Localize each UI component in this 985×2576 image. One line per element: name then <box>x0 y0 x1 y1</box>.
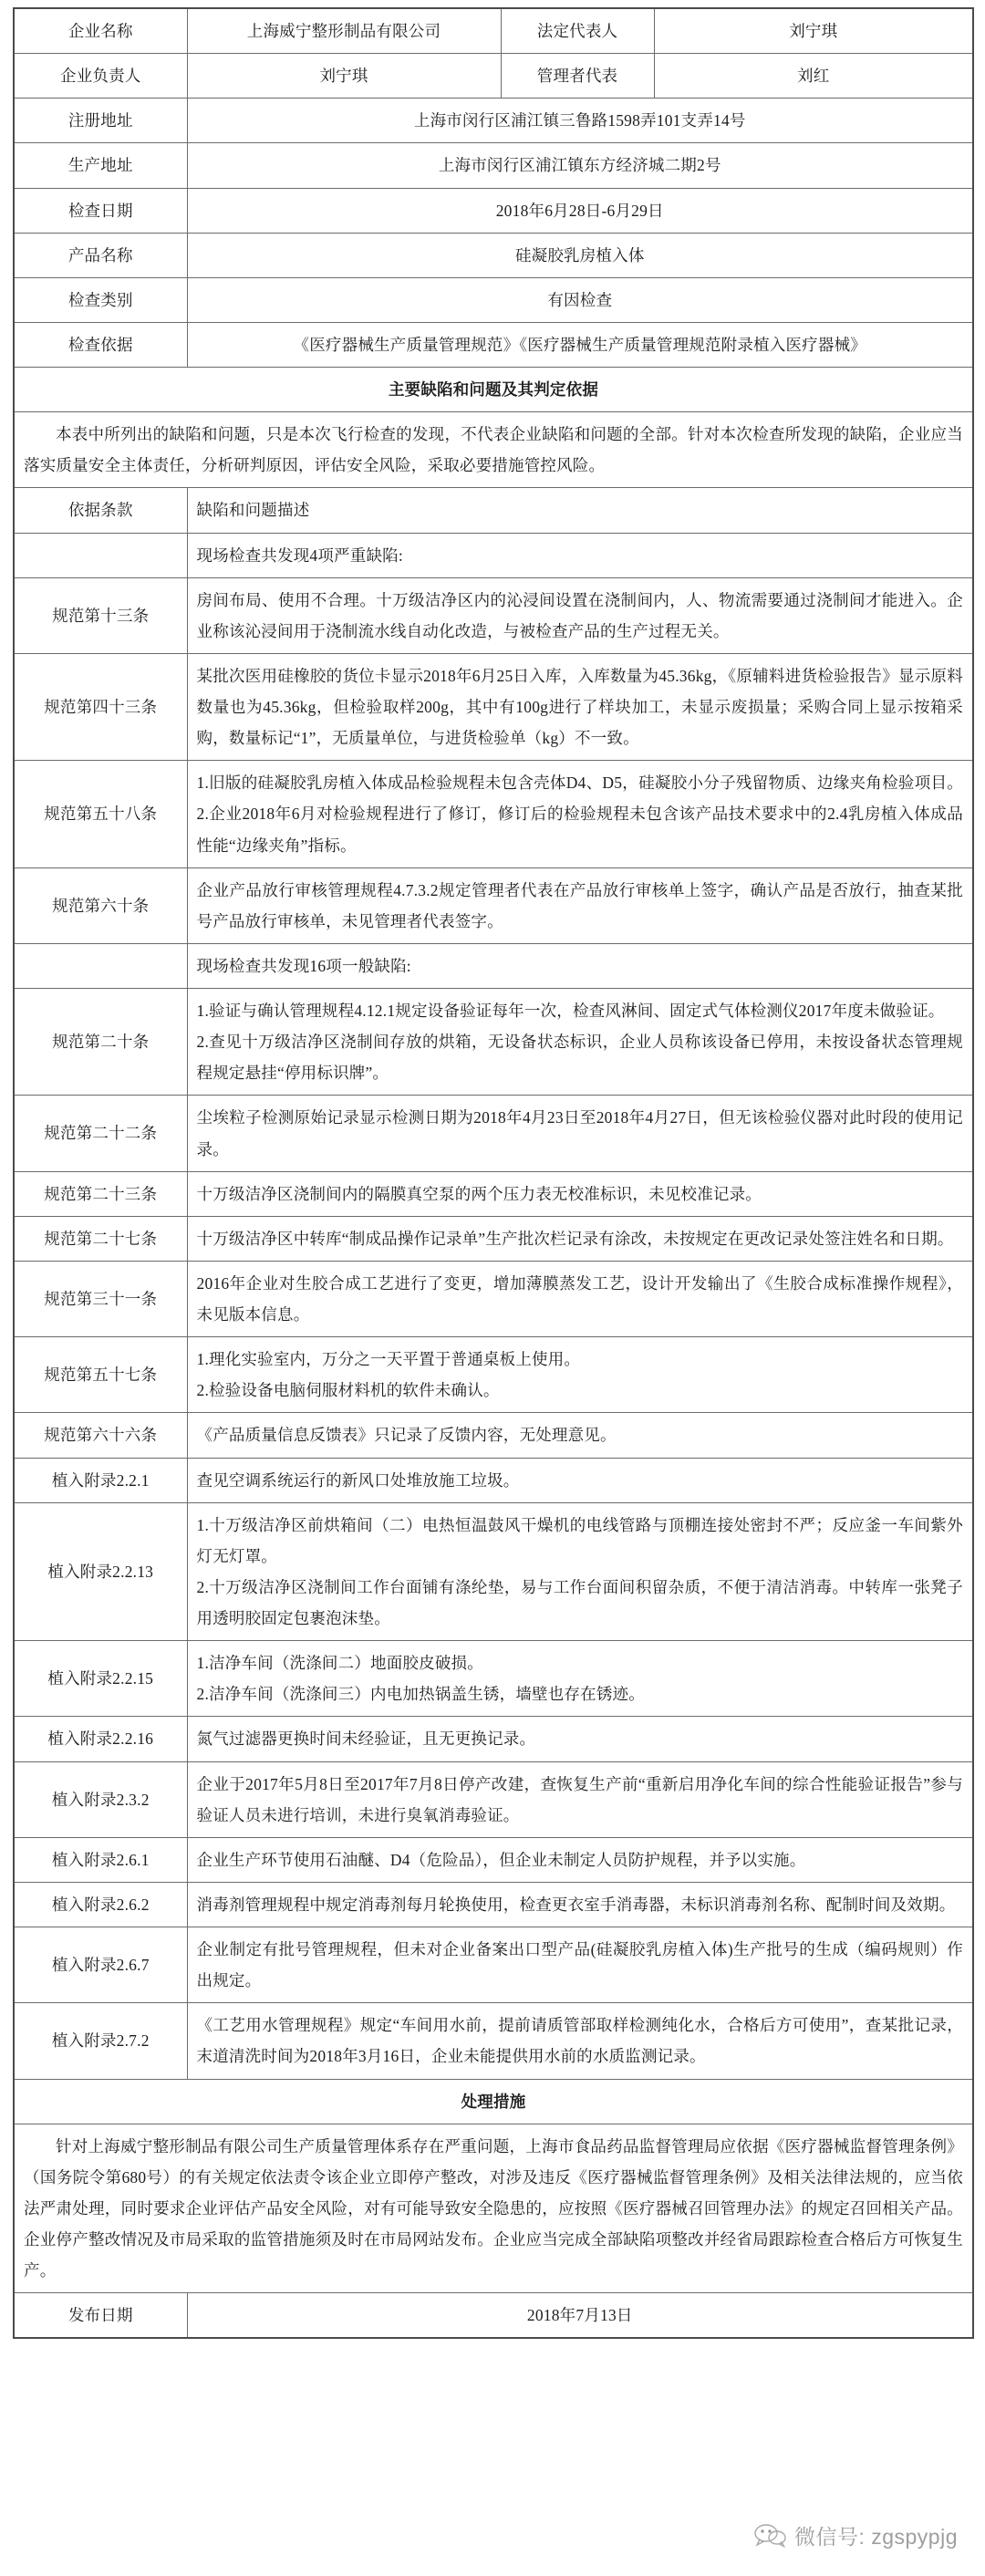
table-row <box>14 1837 973 1882</box>
clause-ref: 规范第六十条 <box>14 867 187 943</box>
clause-ref: 规范第五十八条 <box>14 761 187 867</box>
clause-ref: 规范第五十七条 <box>14 1337 187 1413</box>
defects-preamble: 本表中所列出的缺陷和问题，只是本次飞行检查的发现，不代表企业缺陷和问题的全部。针对本次检查所发现的缺陷，企业应当落实质量安全主体责任，分析研判原因，评估安全风险，采取必要措施管控风险。 <box>14 412 973 488</box>
clause-ref: 植入附录2.2.1 <box>14 1458 187 1502</box>
clause-ref: 规范第二十七条 <box>14 1216 187 1261</box>
label-inspection-basis: 检查依据 <box>14 322 187 367</box>
general-heading-blank <box>14 943 187 988</box>
table-row <box>14 1927 973 2003</box>
table-row <box>14 1458 973 1502</box>
table-row-inspection-basis <box>14 322 973 367</box>
table-row <box>14 1761 973 1837</box>
defect-line: 尘埃粒子检测原始记录显示检测日期为2018年4月23日至2018年4月27日，但无该检验仪器对此时段的使用记录。 <box>196 1108 963 1158</box>
defect-description <box>187 1413 973 1458</box>
clause-ref: 植入附录2.3.2 <box>14 1761 187 1837</box>
clause-ref: 植入附录2.6.7 <box>14 1927 187 2003</box>
defect-line: 氮气过滤器更换时间未经验证，且无更换记录。 <box>196 1729 536 1749</box>
value-inspection-date: 2018年6月28日-6月29日 <box>187 188 973 233</box>
table-row <box>14 577 973 653</box>
label-inspection-type: 检查类别 <box>14 277 187 322</box>
label-production-address: 生产地址 <box>14 143 187 188</box>
watermark-text: 微信号: zgspypjg <box>793 2525 958 2549</box>
defect-description <box>187 1337 973 1413</box>
defect-description <box>187 1761 973 1837</box>
clause-ref: 植入附录2.2.13 <box>14 1502 187 1641</box>
table-row <box>14 1337 973 1413</box>
column-header-description: 缺陷和问题描述 <box>187 488 973 533</box>
serious-defects-heading: 现场检查共发现4项严重缺陷: <box>187 533 973 577</box>
label-publish-date: 发布日期 <box>14 2293 187 2339</box>
defects-section-title: 主要缺陷和问题及其判定依据 <box>14 368 973 412</box>
value-inspection-basis: 《医疗器械生产质量管理规范》《医疗器械生产质量管理规范附录植入医疗器械》 <box>187 322 973 367</box>
table-row-inspection-date <box>14 188 973 233</box>
clause-ref: 植入附录2.2.16 <box>14 1717 187 1761</box>
label-registered-address: 注册地址 <box>14 99 187 143</box>
defect-line: 十万级洁净区浇制间内的隔膜真空泵的两个压力表无校准标识，未见校准记录。 <box>196 1184 762 1203</box>
clause-ref: 规范第三十一条 <box>14 1261 187 1336</box>
table-row-responsible-person <box>14 54 973 99</box>
table-row <box>14 1717 973 1761</box>
clause-ref: 植入附录2.7.2 <box>14 2003 187 2079</box>
serious-heading-blank <box>14 533 187 577</box>
table-row-publish-date <box>14 2293 973 2339</box>
defect-description <box>187 1837 973 1882</box>
inspection-report-table <box>13 7 974 2339</box>
value-publish-date: 2018年7月13日 <box>187 2293 973 2339</box>
clause-ref: 植入附录2.2.15 <box>14 1641 187 1717</box>
table-row <box>14 1261 973 1336</box>
clause-ref: 规范第六十六条 <box>14 1413 187 1458</box>
value-registered-address: 上海市闵行区浦江镇三鲁路1598弄101支弄14号 <box>187 99 973 143</box>
table-row-registered-address <box>14 99 973 143</box>
table-row <box>14 1502 973 1641</box>
clause-ref: 规范第十三条 <box>14 577 187 653</box>
defect-line: 企业生产环节使用石油醚、D4（危险品），但企业未制定人员防护规程，并予以实施。 <box>196 1850 806 1869</box>
column-header-clause: 依据条款 <box>14 488 187 533</box>
defect-line: 2.十万级洁净区浇制间工作台面铺有涤纶垫，易与工作台面间积留杂质，不便于清洁消毒。中转库一张凳子用透明胶固定包裹泡沫垫。 <box>196 1577 963 1627</box>
measures-section-title: 处理措施 <box>14 2079 973 2124</box>
clause-ref: 规范第二十二条 <box>14 1096 187 1171</box>
defect-line: 企业于2017年5月8日至2017年7月8日停产改建，查恢复生产前“重新启用净化车间的综合性能验证报告”参与验证人员未进行培训，未进行臭氧消毒验证。 <box>196 1774 963 1824</box>
defect-line: 2016年企业对生胶合成工艺进行了变更，增加薄膜蒸发工艺，设计开发输出了《生胶合成标准操作规程》，未见版本信息。 <box>196 1273 963 1324</box>
label-management-representative: 管理者代表 <box>501 54 654 99</box>
defect-line: 1.十万级洁净区前烘箱间（二）电热恒温鼓风干燥机的电线管路与顶棚连接处密封不严；反应釜一车间紫外灯无灯罩。 <box>196 1515 963 1565</box>
defect-description <box>187 1717 973 1761</box>
table-row-measures-title <box>14 2079 973 2124</box>
table-row-measures-text <box>14 2124 973 2293</box>
table-row <box>14 1216 973 1261</box>
defect-description <box>187 1216 973 1261</box>
table-row <box>14 1171 973 1216</box>
defect-description <box>187 2003 973 2079</box>
table-row-defects-preamble <box>14 412 973 488</box>
defect-description: 企业产品放行审核管理规程4.7.3.2规定管理者代表在产品放行审核单上签字，确认产品是否放行，抽查某批号产品放行审核单，未见管理者代表签字。 <box>187 867 973 943</box>
table-row <box>14 1096 973 1171</box>
label-responsible-person: 企业负责人 <box>14 54 187 99</box>
clause-ref: 植入附录2.6.1 <box>14 1837 187 1882</box>
defect-line: 2.洁净车间（洗涤间三）内电加热锅盖生锈，墙壁也存在锈迹。 <box>196 1685 645 1704</box>
table-row <box>14 761 973 867</box>
defect-description <box>187 1882 973 1927</box>
table-row-serious-heading <box>14 533 973 577</box>
defect-line: 1.理化实验室内，万分之一天平置于普通桌板上使用。 <box>196 1350 581 1369</box>
measures-text: 针对上海威宁整形制品有限公司生产质量管理体系存在严重问题，上海市食品药品监督管理局应依据《医疗器械监督管理条例》（国务院令第680号）的有关规定依法责令该企业立即停产整改，对涉及违反《医疗器械监督管理条例》及相关法律法规的，应当依法严肃处理，同时要求企业评估产品安全风险，对有可能导致安全隐患的，应按照《医疗器械召回管理办法》的规定召回相关产品。企业停产整改情况及市局采取的监管措施须及时在市局网站发布。企业应当完成全部缺陷项整改并经省局跟踪检查合格后方可恢复生产。 <box>14 2124 973 2293</box>
label-product-name: 产品名称 <box>14 233 187 277</box>
defect-description <box>187 1458 973 1502</box>
wechat-icon <box>753 2523 788 2549</box>
defect-description: 房间布局、使用不合理。十万级洁净区内的沁浸间设置在浇制间内，人、物流需要通过浇制间才能进入。企业称该沁浸间用于浇制流水线自动化改造，与被检查产品的生产过程无关。 <box>187 577 973 653</box>
table-row <box>14 867 973 943</box>
table-row-general-heading <box>14 943 973 988</box>
clause-ref: 规范第二十条 <box>14 989 187 1096</box>
defect-line: 1.洁净车间（洗涤间二）地面胶皮破损。 <box>196 1654 483 1673</box>
value-production-address: 上海市闵行区浦江镇东方经济城二期2号 <box>187 143 973 188</box>
defect-description <box>187 1927 973 2003</box>
defect-description <box>187 1096 973 1171</box>
general-defects-heading: 现场检查共发现16项一般缺陷: <box>187 943 973 988</box>
defect-description: 某批次医用硅橡胶的货位卡显示2018年6月25日入库，入库数量为45.36kg，《原辅料进货检验报告》显示原料数量也为45.36kg，但检验取样200g，其中有100g进行了样块加工，未显示废损量；采购合同上显示按箱采购，数量标记“1”，无质量单位，与进货检验单（kg）不一致。 <box>187 653 973 760</box>
table-row <box>14 989 973 1096</box>
value-legal-representative: 刘宁琪 <box>654 8 973 54</box>
table-row-company <box>14 8 973 54</box>
defect-description <box>187 989 973 1096</box>
defect-description <box>187 1502 973 1641</box>
label-legal-representative: 法定代表人 <box>501 8 654 54</box>
table-row <box>14 2003 973 2079</box>
clause-ref: 规范第二十三条 <box>14 1171 187 1216</box>
clause-ref: 植入附录2.6.2 <box>14 1882 187 1927</box>
label-inspection-date: 检查日期 <box>14 188 187 233</box>
defect-line: 查见空调系统运行的新风口处堆放施工垃圾。 <box>196 1470 520 1490</box>
defect-line: 消毒剂管理规程中规定消毒剂每月轮换使用，检查更衣室手消毒器，未标识消毒剂名称、配制时间及效期。 <box>196 1895 956 1914</box>
defect-description <box>187 1261 973 1336</box>
defect-line: 企业制定有批号管理规程，但未对企业备案出口型产品(硅凝胶乳房植入体)生产批号的生成（编码规则）作出规定。 <box>196 1940 963 1990</box>
value-company-name: 上海威宁整形制品有限公司 <box>187 8 501 54</box>
value-management-representative: 刘红 <box>654 54 973 99</box>
defect-line: 2.检验设备电脑伺服材料机的软件未确认。 <box>196 1381 500 1400</box>
table-row-inspection-type <box>14 277 973 322</box>
value-inspection-type: 有因检查 <box>187 277 973 322</box>
label-company-name: 企业名称 <box>14 8 187 54</box>
defect-line: 十万级洁净区中转库“制成品操作记录单”生产批次栏记录有涂改，未按规定在更改记录处签注姓名和日期。 <box>196 1229 954 1248</box>
table-row <box>14 1413 973 1458</box>
clause-ref: 规范第四十三条 <box>14 653 187 760</box>
value-product-name: 硅凝胶乳房植入体 <box>187 233 973 277</box>
defect-description: 1.旧版的硅凝胶乳房植入体成品检验规程未包含壳体D4、D5，硅凝胶小分子残留物质、边缘夹角检验项目。2.企业2018年6月对检验规程进行了修订，修订后的检验规程未包含该产品技术要求中的2.4乳房植入体成品性能“边缘夹角”指标。 <box>187 761 973 867</box>
table-row-production-address <box>14 143 973 188</box>
table-row <box>14 653 973 760</box>
defect-line: 《工艺用水管理规程》规定“车间用水前，提前请质管部取样检测纯化水，合格后方可使用”，查某批记录，末道清洗时间为2018年3月16日，企业未能提供用水前的水质监测记录。 <box>196 2016 963 2066</box>
table-row-defects-columns <box>14 488 973 533</box>
table-row-defects-title <box>14 368 973 412</box>
defect-description <box>187 1171 973 1216</box>
defect-line: 1.验证与确认管理规程4.12.1规定设备验证每年一次，检查风淋间、固定式气体检测仪2017年度未做验证。 <box>196 1002 945 1020</box>
table-row <box>14 1641 973 1717</box>
table-row-product-name <box>14 233 973 277</box>
defect-line: 《产品质量信息反馈表》只记录了反馈内容，无处理意见。 <box>196 1426 617 1445</box>
defect-line: 2.查见十万级洁净区浇制间存放的烘箱，无设备状态标识，企业人员称该设备已停用，未按设备状态管理规程规定悬挂“停用标识牌”。 <box>196 1033 963 1083</box>
watermark <box>753 2520 958 2550</box>
defect-description <box>187 1641 973 1717</box>
value-responsible-person: 刘宁琪 <box>187 54 501 99</box>
table-row <box>14 1882 973 1927</box>
